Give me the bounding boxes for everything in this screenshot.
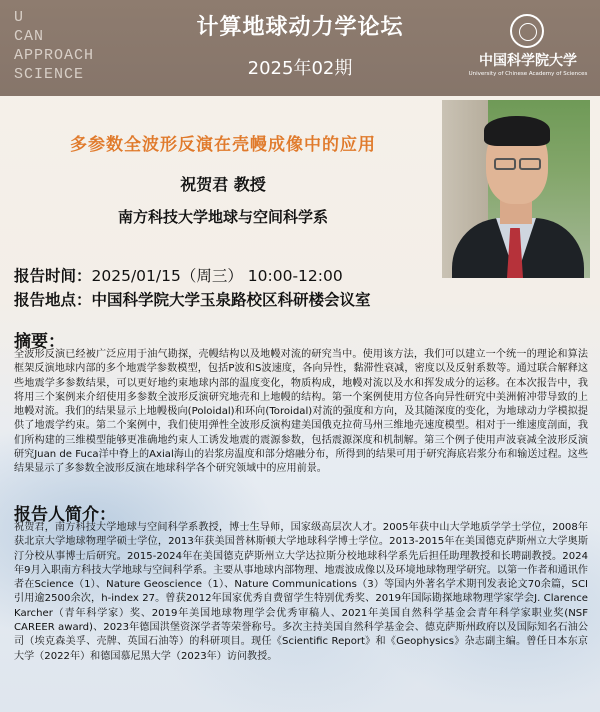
issue-number: 2025年02期 xyxy=(247,58,353,79)
forum-title: 计算地球动力学论坛 xyxy=(196,15,404,40)
watermark-line: APPROACH xyxy=(14,47,95,64)
time-value: 2025/01/15（周三） 10:00-12:00 xyxy=(91,267,343,285)
watermark-line: CAN xyxy=(14,28,45,45)
header-banner xyxy=(0,0,600,96)
time-label: 报告时间： xyxy=(14,267,92,285)
place-label: 报告地点： xyxy=(14,291,92,309)
place-value: 中国科学院大学玉泉路校区科研楼会议室 xyxy=(91,291,371,309)
abstract-text: 全波形反演已经被广泛应用于油气勘探，壳幔结构以及地幔对流的研究当中。使用该方法，我们可以建立一个统一的理论和算法框架反演地球内部的多个地震学参数模型，包括P波和S波速度，各向异性，黏滞性衰减，密度以及反射系数等。通过联合解释这些地震学多参数结果，可以更好地约束地球内部的温度变化，物质构成，地幔对流以及水和挥发成分的运移。在本次报告中，我将用三个案例来介绍使用多参数全波形反演研究地壳和上地幔的结构。第一个案例使用方位各向异性研究中美洲俯冲带导致的上地幔对流。我们的结果显示上地幔极向(Poloidal)和环向(Toroidal)对流的强度和方向，及其随深度的变化，为地球动力学模拟提供了地震学约束。第二个案例中，我们使用弹性全波形反演构建美国俄克拉荷马州三维地壳速度模型。相对于一维速度剖面，我们所构建的三维模型能够更准确地约束人工诱发地震的震源参数，包括震源深度和机制解。第三个例子使用声波衰减全波形反演研究Juan de Fuca洋中脊上的Axial海山的岩浆房温度和部分熔融分布，所得到的结果可用于研究海底岩浆分布和输送过程。这些结果显示了多参数全波形反演在地球科学各个研究领域中的应用前景。 xyxy=(14,349,588,475)
ucas-seal-icon xyxy=(510,14,544,48)
bio-heading: 报告人简介： xyxy=(14,505,116,525)
watermark-line: SCIENCE xyxy=(14,66,85,83)
talk-time xyxy=(14,264,343,286)
logo-english-name: University of Chinese Academy of Sciences xyxy=(468,71,588,77)
speaker-affiliation: 南方科技大学地球与空间科学系 xyxy=(117,208,328,226)
watermark-line: U xyxy=(14,9,25,26)
speaker-name: 祝贺君 教授 xyxy=(180,175,266,194)
abstract-heading: 摘要： xyxy=(14,332,65,352)
logo-chinese-name: 中国科学院大学 xyxy=(479,53,577,69)
speaker-photo xyxy=(442,100,590,278)
talk-place xyxy=(14,288,371,310)
talk-title: 多参数全波形反演在壳幔成像中的应用 xyxy=(70,135,376,155)
bio-text: 祝贺君，南方科技大学地球与空间科学系教授，博士生导师，国家级高层次人才。2005年获中山大学地质学学士学位，2008年获北京大学地球物理学硕士学位，2013年获美国普林斯顿大学地球科学博士学位。2013-2015年在美国德克萨斯州立大学奥斯汀分校从事博士后研究。2015-2024年在美国德克萨斯州立大学达拉斯分校地球科学系先后担任助理教授和长聘副教授。2024年9月入职南方科技大学地球与空间科学系。主要从事地球内部物理、地震波成像以及环境地球物理学研究。以第一作者和通讯作者在Science（1）、Nature Geoscience（1）、Nature Communications（3）等国内外著名学术期刊发表论文70余篇，SCI引用逾2500余次，h-index 27。曾获2012年国家优秀自费留学生特别优秀奖、2019年国际勘探地球物理学家学会J. Clarence Karcher（青年科学家）奖、2019年美国地球物理学会优秀审稿人、2021年美国自然科学基金会青年科学家职业奖(NSF CAREER award)、2023年德国洪堡资深学者等荣誉称号。多次主持美国自然科学基金会、德克萨斯州政府以及国际知名石油公司（埃克森美孚、壳牌、英国石油等）的科研项目。现任《Scientific Report》和《Geophysics》杂志副主编。曾任日本东京大学（2022年）和德国慕尼黑大学（2023年）访问教授。 xyxy=(14,522,588,662)
ucas-logo xyxy=(462,6,594,88)
